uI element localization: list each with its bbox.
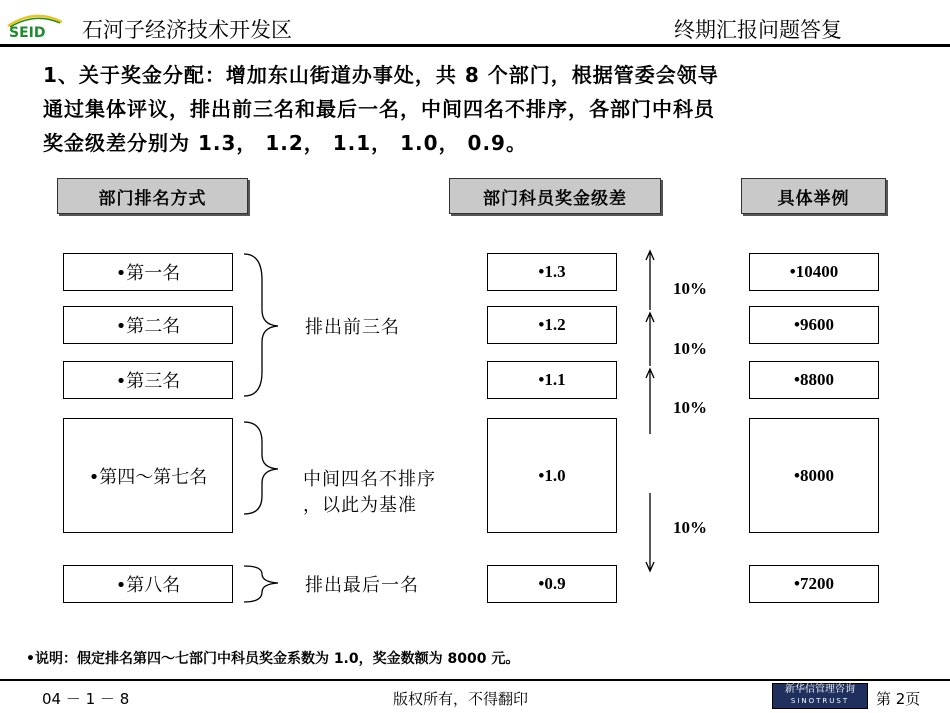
intro-paragraph	[43, 58, 923, 160]
rank-box-2: •第二名	[63, 306, 233, 344]
coef-box-8: •0.9	[487, 565, 617, 603]
group-last-label: 排出最后一名	[305, 575, 419, 596]
page-number: 第 2页	[876, 690, 921, 708]
arrow-up-1	[646, 251, 654, 310]
example-box-4-7: •8000	[749, 418, 879, 533]
pct-label-2: 10%	[673, 339, 707, 358]
header-example: 具体举例	[741, 178, 886, 214]
example-box-3: •8800	[749, 361, 879, 399]
group-middle-label-2: ，以此为基准	[303, 495, 417, 516]
seid-logo	[6, 10, 64, 40]
example-box-2: •9600	[749, 306, 879, 344]
pct-label-3: 10%	[673, 398, 707, 417]
footnote: •说明：假定排名第四～七部门中科员奖金系数为 1.0，奖金数额为 8000 元。	[26, 651, 520, 667]
pct-label-1: 10%	[673, 279, 707, 298]
brand-cn: 新华信管理咨询	[785, 684, 855, 695]
coef-box-4-7: •1.0	[487, 418, 617, 533]
brace-middle	[244, 422, 278, 514]
header-rank-method: 部门排名方式	[57, 178, 248, 214]
coef-box-3: •1.1	[487, 361, 617, 399]
header-rule	[0, 44, 950, 47]
arrow-down-4	[646, 493, 654, 571]
example-box-1: •10400	[749, 253, 879, 291]
coef-box-1: •1.3	[487, 253, 617, 291]
rank-box-1: •第一名	[63, 253, 233, 291]
group-middle-label-1: 中间四名不排序	[303, 469, 436, 490]
rank-box-3: •第三名	[63, 361, 233, 399]
sinotrust-logo	[772, 683, 868, 709]
coef-box-2: •1.2	[487, 306, 617, 344]
example-box-8: •7200	[749, 565, 879, 603]
rank-box-4-7: •第四～第七名	[63, 418, 233, 533]
footer-rule	[0, 679, 950, 681]
brace-group	[240, 250, 290, 610]
brand-en: SINOTRUST	[790, 697, 850, 705]
arrow-group	[640, 248, 660, 578]
footer-copyright: 版权所有，不得翻印	[393, 690, 529, 708]
pct-label-4: 10%	[673, 518, 707, 537]
intro-line-1: 1、关于奖金分配：增加东山街道办事处，共 8 个部门，根据管委会领导	[43, 63, 719, 87]
document-title: 终期汇报问题答复	[674, 18, 842, 42]
logo-text: SEID	[9, 25, 46, 40]
intro-line-3: 奖金级差分别为 1.3， 1.2， 1.1， 1.0， 0.9。	[43, 131, 527, 155]
brace-top3	[244, 254, 278, 396]
intro-line-2: 通过集体评议，排出前三名和最后一名，中间四名不排序，各部门中科员	[43, 97, 715, 121]
header-bonus-diff: 部门科员奖金级差	[449, 178, 661, 214]
arrow-up-2	[646, 313, 654, 366]
rank-box-8: •第八名	[63, 565, 233, 603]
footer-date: 04 － 1 － 8	[42, 690, 130, 708]
arrow-up-3	[646, 369, 654, 434]
group-top3-label: 排出前三名	[305, 317, 400, 338]
brace-last	[244, 566, 278, 602]
company-name: 石河子经济技术开发区	[82, 18, 292, 42]
